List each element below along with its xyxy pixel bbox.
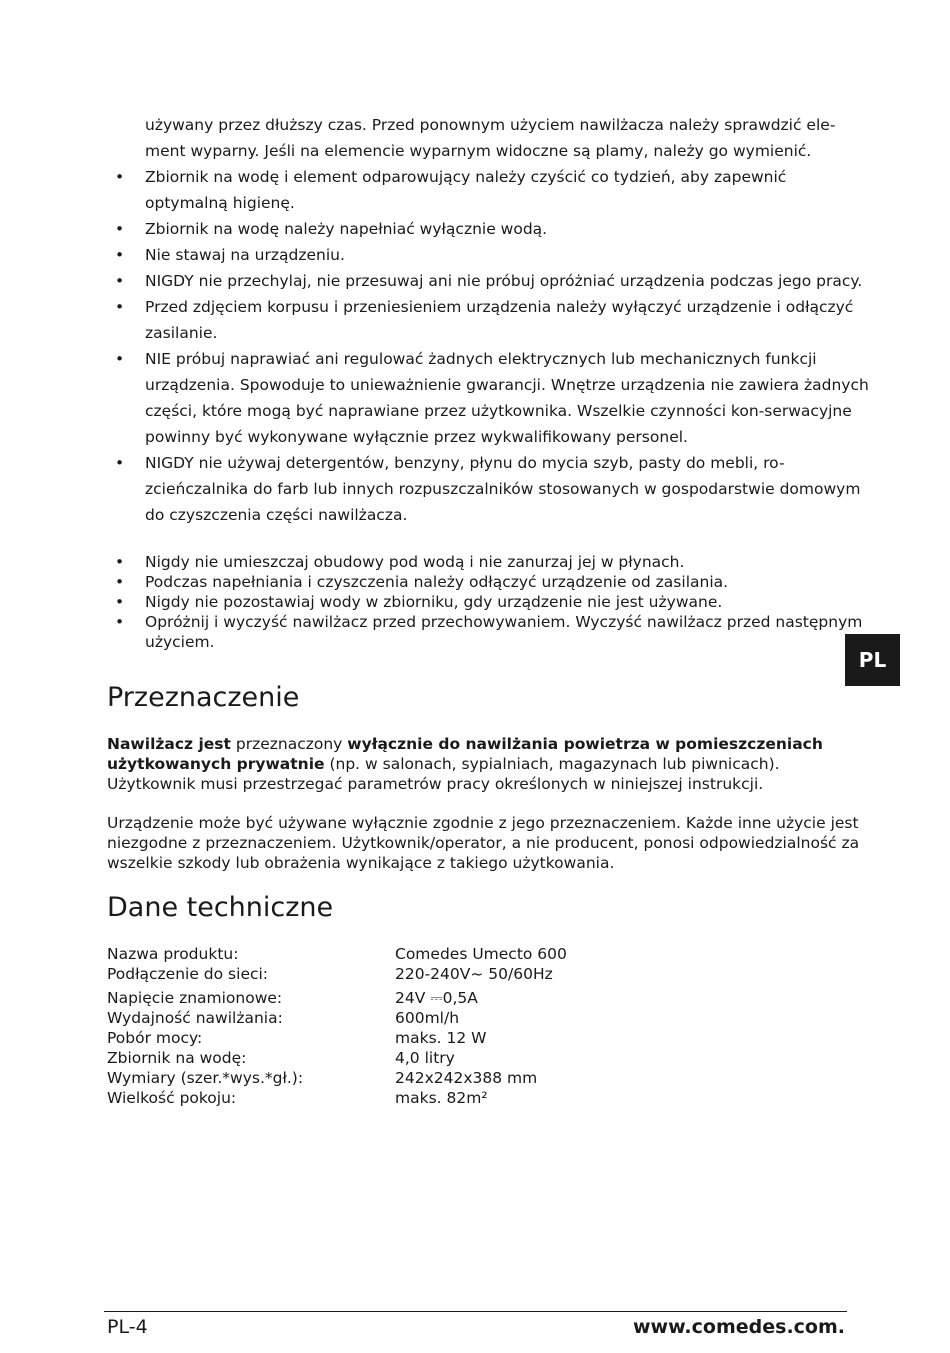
spec-label: Podłączenie do sieci: [107, 965, 269, 983]
list-item: • Zbiornik na wodę należy napełniać wyłącznie wodą. [107, 216, 870, 242]
spec-table [107, 944, 707, 1108]
spec-row [107, 964, 707, 984]
spec-value: maks. 12 W [395, 1029, 487, 1047]
spec-label: Zbiornik na wodę: [107, 1049, 247, 1067]
safety-list-1 [107, 164, 870, 528]
list-item: • Zbiornik na wodę i element odparowujący należy czyścić co tydzień, aby zapewnić optymalną higienę. [107, 164, 870, 216]
list-item: • NIGDY nie przechylaj, nie przesuwaj ani nie próbuj opróżniać urządzenia podczas jego pracy. [107, 268, 870, 294]
spec-label: Wielkość pokoju: [107, 1089, 237, 1107]
footer-divider [104, 1311, 847, 1312]
bold-text: Nawilżacz jest [107, 735, 231, 753]
spec-value: 242x242x388 mm [395, 1069, 538, 1087]
list-item: • Nigdy nie umieszczaj obudowy pod wodą i nie zanurzaj jej w płynach. [107, 552, 870, 572]
section-heading-dane-techniczne: Dane techniczne [107, 892, 334, 923]
list-item: • NIE próbuj naprawiać ani regulować żadnych elektrycznych lub mechanicznych funkcji urządzenia. Spowoduje to unieważnienie gwarancji. Wnętrze urządzenia nie zawiera żadnych części, które mogą być naprawiane przez użytkownika. Wszelkie czynności kon-serwacyjne powinny być wykonywane wyłącznie przez wykwalifikowany personel. [107, 346, 870, 450]
language-tab: PL [845, 634, 900, 686]
spec-value: 24V ⎓0,5A [395, 989, 478, 1007]
spec-value: 600ml/h [395, 1009, 460, 1027]
spec-row [107, 1008, 707, 1028]
list-item: • Nigdy nie pozostawiaj wody w zbiorniku, gdy urządzenie nie jest używane. [107, 592, 870, 612]
spec-row [107, 1048, 707, 1068]
spec-row [107, 944, 707, 964]
list-item: • Przed zdjęciem korpusu i przeniesieniem urządzenia należy wyłączyć urządzenie i odłączyć zasilanie. [107, 294, 870, 346]
spec-label: Wydajność nawilżania: [107, 1009, 283, 1027]
spec-row [107, 1088, 707, 1108]
spec-label: Pobór mocy: [107, 1029, 203, 1047]
spec-value: Comedes Umecto 600 [395, 945, 567, 963]
spec-row [107, 988, 707, 1008]
bold-text: wyłącznie do nawilżania powietrza w pomieszczeniach użytkowanych prywatnie [107, 735, 823, 773]
spec-row [107, 1068, 707, 1088]
list-item: • NIGDY nie używaj detergentów, benzyny, płynu do mycia szyb, pasty do mebli, ro-zcieńczalnika do farb lub innych rozpuszczalników stosowanych w gospodarstwie domowym do czyszczenia części nawilżacza. [107, 450, 870, 528]
spec-value: maks. 82m² [395, 1089, 488, 1107]
list-item: • Opróżnij i wyczyść nawilżacz przed przechowywaniem. Wyczyść nawilżacz przed następnym użyciem. [107, 612, 870, 652]
spec-value: 4,0 litry [395, 1049, 455, 1067]
spec-row [107, 1028, 707, 1048]
list-item: • Nie stawaj na urządzeniu. [107, 242, 870, 268]
text: (np. w salonach, sypialniach, magazynach lub piwnicach). Użytkownik musi przestrzegać parametrów pracy określonych w niniejszej instrukcji. [107, 755, 780, 793]
spec-value: 220-240V~ 50/60Hz [395, 965, 553, 983]
safety-list-2 [107, 552, 870, 652]
spec-label: Wymiary (szer.*wys.*gł.): [107, 1069, 304, 1087]
spec-label: Nazwa produktu: [107, 945, 239, 963]
spec-label: Napięcie znamionowe: [107, 989, 283, 1007]
intended-use-paragraph [107, 734, 867, 794]
footer-website: www.comedes.com. [632, 1316, 845, 1338]
misuse-paragraph: Urządzenie może być używane wyłącznie zgodnie z jego przeznaczeniem. Każde inne użycie jest niezgodne z przeznaczeniem. Użytkownik/operator, a nie producent, ponosi odpowiedzialność za wszelkie szkody lub obrażenia wynikające z takiego użytkowania. [107, 814, 860, 872]
list-item: • Podczas napełniania i czyszczenia należy odłączyć urządzenie od zasilania. [107, 572, 870, 592]
text: przeznaczony [230, 735, 348, 753]
section-heading-przeznaczenie: Przeznaczenie [107, 682, 300, 713]
page-number: PL-4 [107, 1316, 148, 1338]
continued-bullet-text: używany przez dłuższy czas. Przed ponownym użyciem nawilżacza należy sprawdzić ele-ment wyparny. Jeśli na elemencie wyparnym widoczne są plamy, należy go wymienić. [145, 116, 836, 160]
